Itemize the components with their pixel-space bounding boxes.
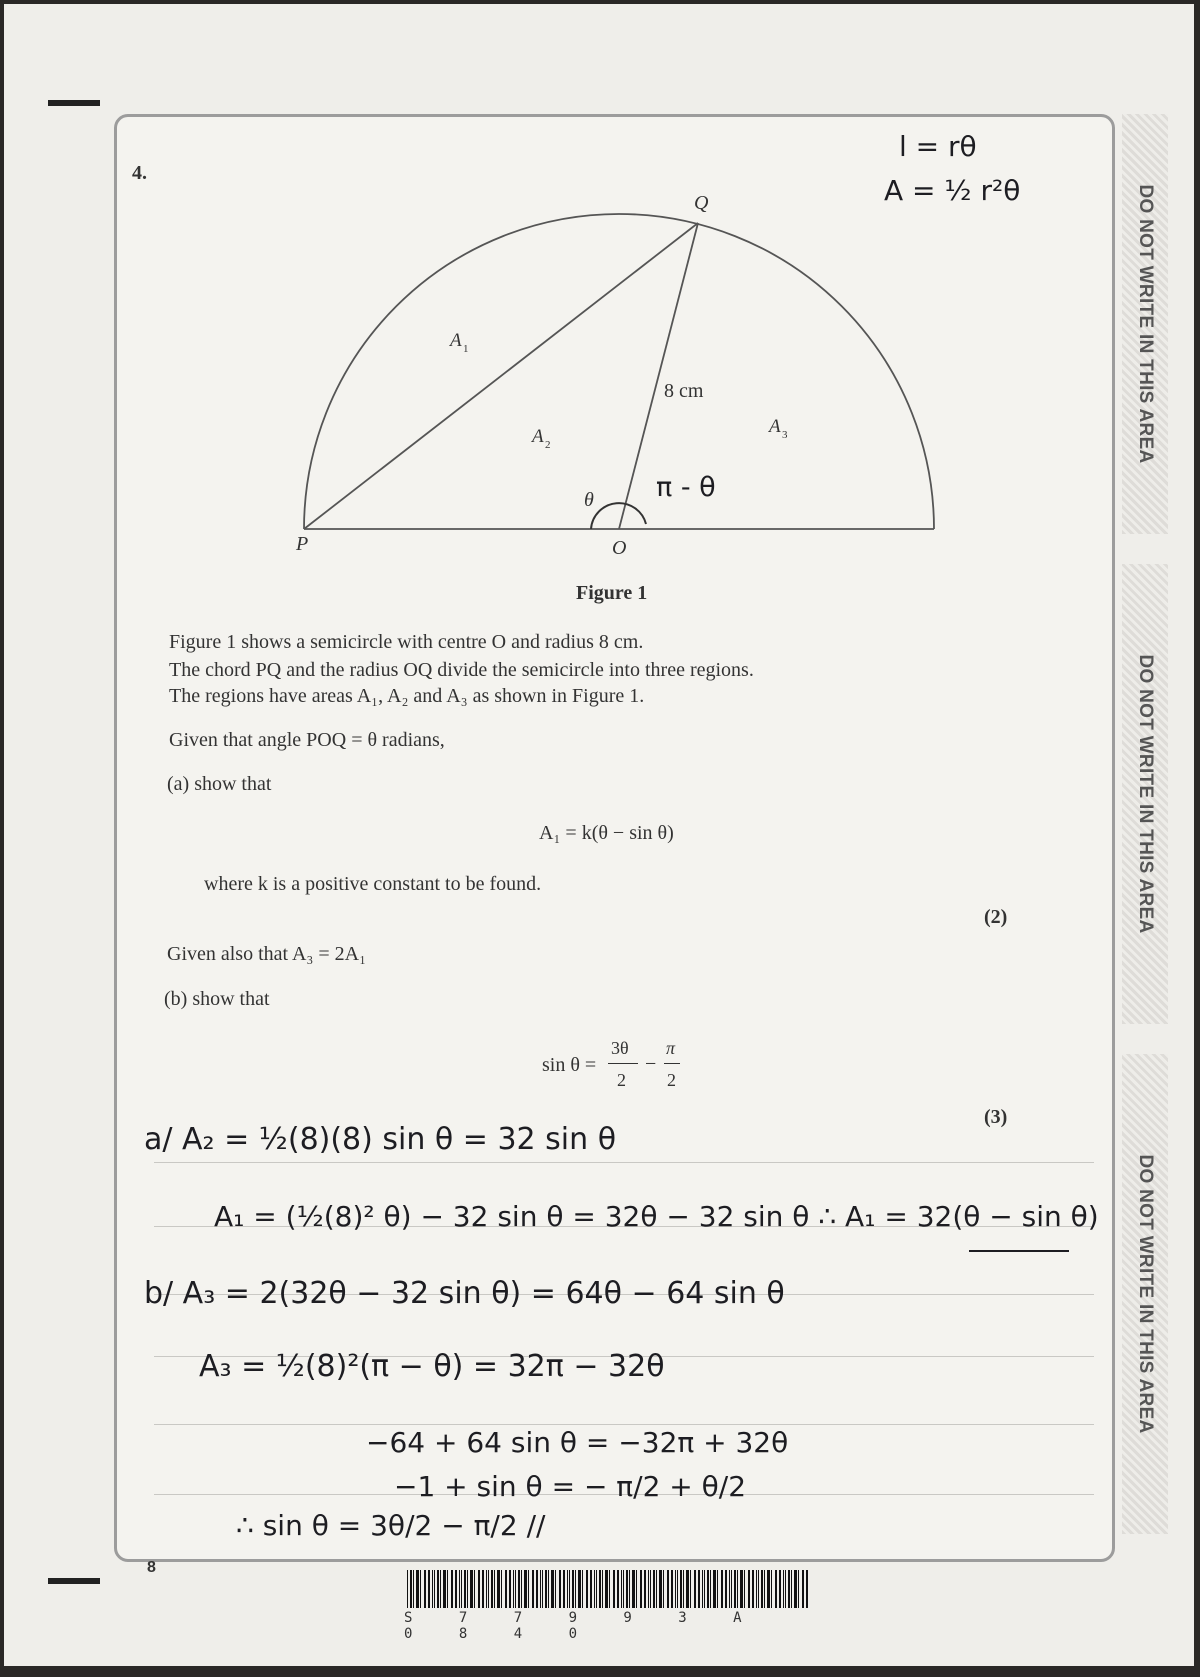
note-arc-length: l = rθ xyxy=(899,130,977,163)
barcode-bar xyxy=(578,1570,581,1608)
barcode-bar xyxy=(575,1570,576,1608)
figure-caption: Figure 1 xyxy=(576,582,648,604)
barcode-bar xyxy=(416,1570,419,1608)
intro-line-1: Figure 1 shows a semicircle with centre O and radius 8 cm. xyxy=(169,631,644,653)
barcode-bar xyxy=(447,1570,448,1608)
barcode-bar xyxy=(572,1570,574,1608)
marks-b: (3) xyxy=(984,1106,1008,1128)
barcode-bar xyxy=(621,1570,622,1608)
barcode-bar xyxy=(713,1570,716,1608)
barcode-bar xyxy=(594,1570,595,1608)
barcode-bar xyxy=(505,1570,507,1608)
barcode-bar xyxy=(613,1570,615,1608)
barcode-bar xyxy=(455,1570,457,1608)
barcode-bar xyxy=(690,1570,691,1608)
barcode-bar xyxy=(632,1570,635,1608)
label-a1: A xyxy=(450,330,462,351)
part-b-prompt: (b) show that xyxy=(164,988,270,1010)
sidebar-no-write-3: DO NOT WRITE IN THIS AREA xyxy=(1122,1054,1168,1534)
label-a1-sub: 1 xyxy=(463,343,469,355)
barcode-bar xyxy=(707,1570,709,1608)
barcode-bar xyxy=(420,1570,421,1608)
barcode-bar xyxy=(524,1570,527,1608)
eq-b-lhs: sin θ = xyxy=(542,1054,597,1076)
ruled-line xyxy=(154,1424,1094,1425)
barcode-digits: S 7 7 9 9 3 A 0 8 4 0 xyxy=(404,1610,761,1642)
label-theta: θ xyxy=(584,489,594,511)
barcode-bar xyxy=(609,1570,610,1608)
barcode-bar xyxy=(686,1570,689,1608)
barcode-bar xyxy=(494,1570,495,1608)
barcode-bar xyxy=(559,1570,561,1608)
note-sector-area: A = ½ r²θ xyxy=(884,174,1021,207)
barcode-bar xyxy=(806,1570,808,1608)
barcode-bar xyxy=(667,1570,669,1608)
barcode-bar xyxy=(437,1570,439,1608)
barcode-bar xyxy=(555,1570,556,1608)
barcode-bar xyxy=(602,1570,603,1608)
semicircle-figure xyxy=(4,4,1194,604)
label-a2: A xyxy=(532,426,544,447)
label-p: P xyxy=(296,533,309,555)
barcode-bar xyxy=(501,1570,502,1608)
barcode-bar xyxy=(744,1570,745,1608)
barcode-bar xyxy=(407,1570,408,1608)
barcode-bar xyxy=(671,1570,673,1608)
eq-b-den1: 2 xyxy=(617,1070,626,1090)
label-q: Q xyxy=(694,192,709,214)
barcode-bar xyxy=(623,1570,624,1608)
barcode-bar xyxy=(486,1570,487,1608)
answer-line-6: −1 + sin θ = − π/2 + θ/2 xyxy=(394,1470,747,1503)
barcode-bar xyxy=(474,1570,475,1608)
barcode-bar xyxy=(756,1570,757,1608)
barcode-bar xyxy=(482,1570,484,1608)
barcode-bar xyxy=(478,1570,480,1608)
barcode-bar xyxy=(599,1570,601,1608)
barcode-bar xyxy=(710,1570,711,1608)
marks-a: (2) xyxy=(984,906,1008,928)
intro-line-2: The chord PQ and the radius OQ divide the semicircle into three regions. xyxy=(169,659,754,681)
barcode-bar xyxy=(497,1570,500,1608)
barcode-bar xyxy=(802,1570,804,1608)
barcode-bar xyxy=(467,1570,468,1608)
barcode-bar xyxy=(653,1570,655,1608)
label-a3: A xyxy=(769,416,781,437)
barcode-bar xyxy=(518,1570,520,1608)
barcode-bar xyxy=(596,1570,597,1608)
barcode-bar xyxy=(509,1570,511,1608)
barcode-bar xyxy=(640,1570,642,1608)
barcode-bar xyxy=(521,1570,522,1608)
answer-line-3: b/ A₃ = 2(32θ − 32 sin θ) = 64θ − 64 sin θ xyxy=(144,1276,785,1311)
exam-page xyxy=(4,4,1194,1666)
barcode-bar xyxy=(752,1570,754,1608)
barcode-bar xyxy=(563,1570,565,1608)
barcode-bar xyxy=(734,1570,736,1608)
barcode-bar xyxy=(513,1570,514,1608)
barcode-bar xyxy=(680,1570,682,1608)
barcode-bar xyxy=(748,1570,750,1608)
barcode-bar xyxy=(788,1570,790,1608)
sidebar-no-write-1: DO NOT WRITE IN THIS AREA xyxy=(1122,114,1168,534)
barcode-bar xyxy=(798,1570,799,1608)
eq-b-num2: π xyxy=(666,1038,676,1058)
semicircle-arc xyxy=(304,214,934,529)
answer-line-2: A₁ = (½(8)² θ) − 32 sin θ = 32θ − 32 sin θ ∴ A₁ = 32(θ − sin θ) xyxy=(214,1200,1099,1233)
barcode-bar xyxy=(464,1570,466,1608)
barcode-bar xyxy=(717,1570,718,1608)
barcode-bar xyxy=(515,1570,516,1608)
barcode-bar xyxy=(488,1570,489,1608)
barcode-bar xyxy=(783,1570,784,1608)
barcode-bar xyxy=(764,1570,765,1608)
barcode-bar xyxy=(528,1570,529,1608)
barcode-bar xyxy=(551,1570,554,1608)
angle-arc xyxy=(591,503,646,529)
barcode-bar xyxy=(536,1570,538,1608)
barcode-bar xyxy=(704,1570,705,1608)
barcode-bar xyxy=(794,1570,797,1608)
where-k: where k is a positive constant to be found. xyxy=(204,873,542,895)
ruled-line xyxy=(154,1162,1094,1163)
question-number: 4. xyxy=(132,162,147,184)
barcode xyxy=(407,1570,811,1608)
answer-underline xyxy=(969,1250,1069,1252)
equation-a: A₁ = k(θ − sin θ) xyxy=(539,822,674,844)
given-angle: Given that angle POQ = θ radians, xyxy=(169,729,445,751)
barcode-bar xyxy=(451,1570,453,1608)
registration-mark-bottom xyxy=(48,1578,100,1584)
barcode-bar xyxy=(698,1570,700,1608)
barcode-bar xyxy=(410,1570,412,1608)
barcode-bar xyxy=(656,1570,657,1608)
barcode-bar xyxy=(491,1570,493,1608)
barcode-bar xyxy=(758,1570,759,1608)
barcode-bar xyxy=(791,1570,792,1608)
barcode-bar xyxy=(731,1570,732,1608)
barcode-bar xyxy=(721,1570,723,1608)
barcode-bar xyxy=(775,1570,777,1608)
barcode-bar xyxy=(545,1570,547,1608)
barcode-bar xyxy=(629,1570,630,1608)
intro-line-3: The regions have areas A₁, A₂ and A₃ as shown in Figure 1. xyxy=(169,685,645,707)
label-a2-sub: 2 xyxy=(545,439,551,451)
barcode-bar xyxy=(677,1570,678,1608)
barcode-bar xyxy=(644,1570,646,1608)
barcode-bar xyxy=(663,1570,664,1608)
barcode-bar xyxy=(443,1570,446,1608)
barcode-bar xyxy=(605,1570,608,1608)
page-number: 8 xyxy=(147,1559,156,1576)
barcode-bar xyxy=(761,1570,763,1608)
chord-pq xyxy=(304,223,698,529)
part-a-prompt: (a) show that xyxy=(167,773,272,795)
barcode-bar xyxy=(569,1570,570,1608)
barcode-bar xyxy=(737,1570,738,1608)
barcode-bar xyxy=(725,1570,727,1608)
barcode-bar xyxy=(771,1570,772,1608)
barcode-bar xyxy=(424,1570,426,1608)
barcode-bar xyxy=(470,1570,473,1608)
barcode-bar xyxy=(650,1570,651,1608)
barcode-bar xyxy=(567,1570,568,1608)
barcode-bar xyxy=(413,1570,414,1608)
eq-b-den2: 2 xyxy=(667,1070,676,1090)
barcode-bar xyxy=(542,1570,543,1608)
barcode-bar xyxy=(548,1570,549,1608)
label-radius: 8 cm xyxy=(664,380,704,402)
barcode-bar xyxy=(582,1570,583,1608)
label-pi-minus-theta: π - θ xyxy=(656,472,716,503)
answer-line-1: a/ A₂ = ½(8)(8) sin θ = 32 sin θ xyxy=(144,1122,617,1157)
barcode-bar xyxy=(659,1570,662,1608)
eq-b-minus: − xyxy=(645,1053,657,1075)
sidebar-no-write-2: DO NOT WRITE IN THIS AREA xyxy=(1122,564,1168,1024)
barcode-bar xyxy=(779,1570,781,1608)
barcode-bar xyxy=(636,1570,637,1608)
barcode-bar xyxy=(785,1570,786,1608)
barcode-bar xyxy=(459,1570,460,1608)
barcode-bar xyxy=(590,1570,592,1608)
answer-line-4: A₃ = ½(8)²(π − θ) = 32π − 32θ xyxy=(199,1349,665,1384)
given-also: Given also that A₃ = 2A₁ xyxy=(167,943,367,965)
barcode-bar xyxy=(532,1570,534,1608)
label-a3-sub: 3 xyxy=(782,429,788,441)
barcode-bar xyxy=(432,1570,433,1608)
barcode-bar xyxy=(675,1570,676,1608)
barcode-bar xyxy=(648,1570,649,1608)
barcode-bar xyxy=(428,1570,430,1608)
barcode-bar xyxy=(461,1570,462,1608)
barcode-bar xyxy=(694,1570,696,1608)
answer-line-7: ∴ sin θ = 3θ/2 − π/2 // xyxy=(236,1509,546,1542)
label-o: O xyxy=(612,537,627,559)
barcode-bar xyxy=(729,1570,730,1608)
barcode-bar xyxy=(617,1570,619,1608)
barcode-bar xyxy=(702,1570,703,1608)
barcode-bar xyxy=(434,1570,435,1608)
barcode-bar xyxy=(586,1570,588,1608)
barcode-bar xyxy=(740,1570,743,1608)
eq-b-num1: 3θ xyxy=(611,1038,629,1058)
barcode-bar xyxy=(767,1570,770,1608)
answer-line-5: −64 + 64 sin θ = −32π + 32θ xyxy=(366,1426,789,1459)
barcode-bar xyxy=(626,1570,628,1608)
barcode-bar xyxy=(440,1570,441,1608)
barcode-bar xyxy=(540,1570,541,1608)
barcode-bar xyxy=(683,1570,684,1608)
